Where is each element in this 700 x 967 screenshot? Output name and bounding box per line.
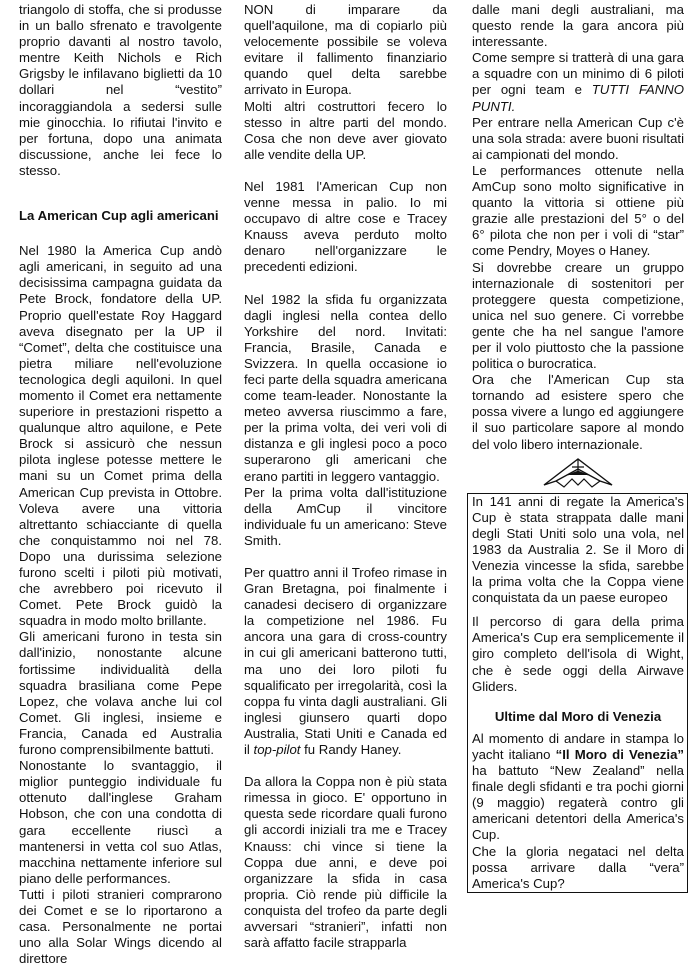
bold-text: “Il Moro di Venezia” — [555, 746, 684, 762]
paragraph: Molti altri costruttori fecero lo stesso in altre parti del mondo. Cosa che non deve aver giovato alle vendite della UP. — [244, 98, 447, 162]
paragraph — [472, 731, 684, 844]
column-1 — [19, 2, 222, 967]
column-3 — [472, 2, 684, 893]
paragraph — [472, 50, 684, 114]
paragraph: Gli americani furono in testa sin dall'inizio, nonostante alcune fortissime individualità della squadra brasiliana come Pepe Lopez, che volava anche lui col Comet. Gli inglesi, insieme e Francia, Canada ed Australia furono comprensibilmente battuti. — [19, 629, 222, 758]
paragraph: Per la prima volta dall'istituzione della AmCup il vincitore individuale fu un americano: Steve Smith. — [244, 484, 447, 548]
italic-text: TUTTI FANNO PUNTI. — [472, 82, 684, 114]
box-heading: Ultime dal Moro di Venezia — [494, 708, 662, 724]
paragraph: Nel 1980 la America Cup andò agli americani, in seguito ad una decisissima campagna guidata da Pete Brock, fondatore della UP. Proprio quell'estate Roy Haggard aveva disegnato per la UP il “Comet”, delta che costituisce una pietra miliare nell'evoluzione tecnologica degli aquiloni. In quel momento il Comet era nettamente superiore in prestazioni rispetto a qualunque altro aquilone, e Pete Brock si assicurò che nessun pilota inglese potesse mettere le mani su un Comet prima della American Cup prevista in Ottobre. Voleva avere una vittoria altrettanto schiacciante di quella che conquistammo noi nel 78. Dopo una durissima selezione furono scelti i piloti più motivati, che avrebbero poi ricevuto il Comet. Pete Brock guidò la squadra in modo molto brillante. — [19, 243, 222, 629]
paragraph: Per entrare nella American Cup c'è una sola strada: avere buoni risultati ai campionati del mondo. — [472, 114, 684, 162]
paragraph: NON di imparare da quell'aquilone, ma di copiarlo più velocemente possibile se voleva evitare il fallimento finanziario quando quel delta sarebbe arrivato in Europa. — [244, 2, 447, 98]
text-run: Al momento di andare in stampa lo yacht italiano — [472, 730, 684, 762]
paragraph: Si dovrebbe creare un gruppo internazionale di sostenitori per proteggere questa competizione, unica nel suo genere. Ci vorrebbe gente che ha nel sangue l'amore per il volo piuttosto che la passione politica o burocratica. — [472, 259, 684, 372]
paragraph: Nel 1981 l'American Cup non venne messa in palio. Io mi occupavo di altre cose e Tracey Knauss aveva perduto molto denaro nell'organizzare le precedenti edizioni. — [244, 178, 447, 275]
paragraph — [244, 565, 447, 758]
text-run: fu Randy Haney. — [304, 742, 402, 758]
section-heading: La American Cup agli americani — [19, 208, 219, 224]
paragraph: Nel 1982 la sfida fu organizzata dagli inglesi nella contea dello Yorkshire del nord. Invitati: Francia, Brasile, Canada e Svizzera. In quella occasione io feci parte della squadra americana come team-leader. Nonostante la meteo avversa riuscimmo a fare, per la prima volta, dei veri voli di distanza e gli inglesi poco a poco superarono gli americani che erano partiti in leggero vantaggio. — [244, 291, 447, 484]
paragraph: In 141 anni di regate la America's Cup è stata strappata dalle mani degli Stati Uniti solo una vola, nel 1983 da Australia 2. Se il Moro di Venezia vincesse la sfida, sarebbe la prima volta che la Coppa viene conquistata da un paese europeo — [472, 493, 684, 606]
text-run: ha battuto “New Zealand” nella finale degli sfidanti e tra pochi giorni (9 maggio) regaterà contro gli americani detentori della America's Cup. — [472, 763, 684, 843]
column-2 — [244, 2, 447, 951]
text-run: Come sempre si tratterà di una gara a squadre con un minimo di 6 piloti per ogni team e — [472, 50, 684, 98]
paragraph: triangolo di stoffa, che si produsse in un ballo sfrenato e travolgente proprio davanti al nostro tavolo, mentre Keith Nichols e Rich Grigsby le infilavano biglietti da 10 dollari nel “vestito” incoraggiandola a sedersi sulle mie ginocchia. Io rifiutai l'invito e per fortuna, dopo una animata discussione, anche lei fece lo stesso. — [19, 2, 222, 178]
italic-text: top-pilot — [253, 742, 301, 758]
paragraph: dalle mani degli australiani, ma questo rende la gara ancora più interessante. — [472, 2, 684, 50]
america-cup-box — [467, 493, 688, 893]
paragraph: Da allora la Coppa non è più stata rimessa in gioco. E' opportuno in questa sede ricordare quali furono gli accordi iniziali tra me e Tracey Knauss: chi vince si tiene la Coppa due anni, e deve poi organizzare la sfida in casa propria. Ciò rende più difficile la conquista del trofeo da parte degli avversari “stranieri”, infatti non sarà affatto facile strapparla — [244, 774, 447, 951]
text-run: Per quattro anni il Trofeo rimase in Gran Bretagna, poi finalmente i canadesi decisero di organizzare la competizione nel 1986. Fu ancora una gara di cross-country in cui gli americani batterono tutti, ma uno dei loro piloti fu squalificato per irregolarità, così la coppa fu vinta dagli australiani. Gli inglesi giunsero quarti dopo Australia, Stati Uniti e Canada ed il — [244, 565, 447, 758]
paragraph: Il percorso di gara della prima America's Cup era semplicemente il giro completo dell'isola di Wight, che è sede oggi della Airwave Gliders. — [472, 614, 684, 694]
paragraph: Che la gloria negataci nel delta possa arrivare dalla “vera” America's Cup? — [472, 843, 684, 891]
hang-glider-logo-icon — [542, 455, 614, 491]
paragraph: Tutti i piloti stranieri comprarono dei Comet e se lo riportarono a casa. Personalmente ne portai uno alla Solar Wings dicendo al direttore — [19, 886, 222, 967]
paragraph: Ora che l'American Cup sta tornando ad esistere spero che possa vivere a lungo ed aggiungere il suo particolare sapore al mondo del volo libero internazionale. — [472, 372, 684, 452]
paragraph: Le performances ottenute nella AmCup sono molto significative in quanto la vittoria si ottiene più grazie alle prestazioni del 5° o del 6° pilota che non per i voli di “star” come Pendry, Moyes o Haney. — [472, 162, 684, 259]
paragraph: Nonostante lo svantaggio, il miglior punteggio individuale fu ottenuto dall'inglese Graham Hobson, che con una condotta di gara eccellente riuscì a mantenersi in vetta col suo Atlas, macchina nettamente inferiore sul piano delle performances. — [19, 758, 222, 886]
